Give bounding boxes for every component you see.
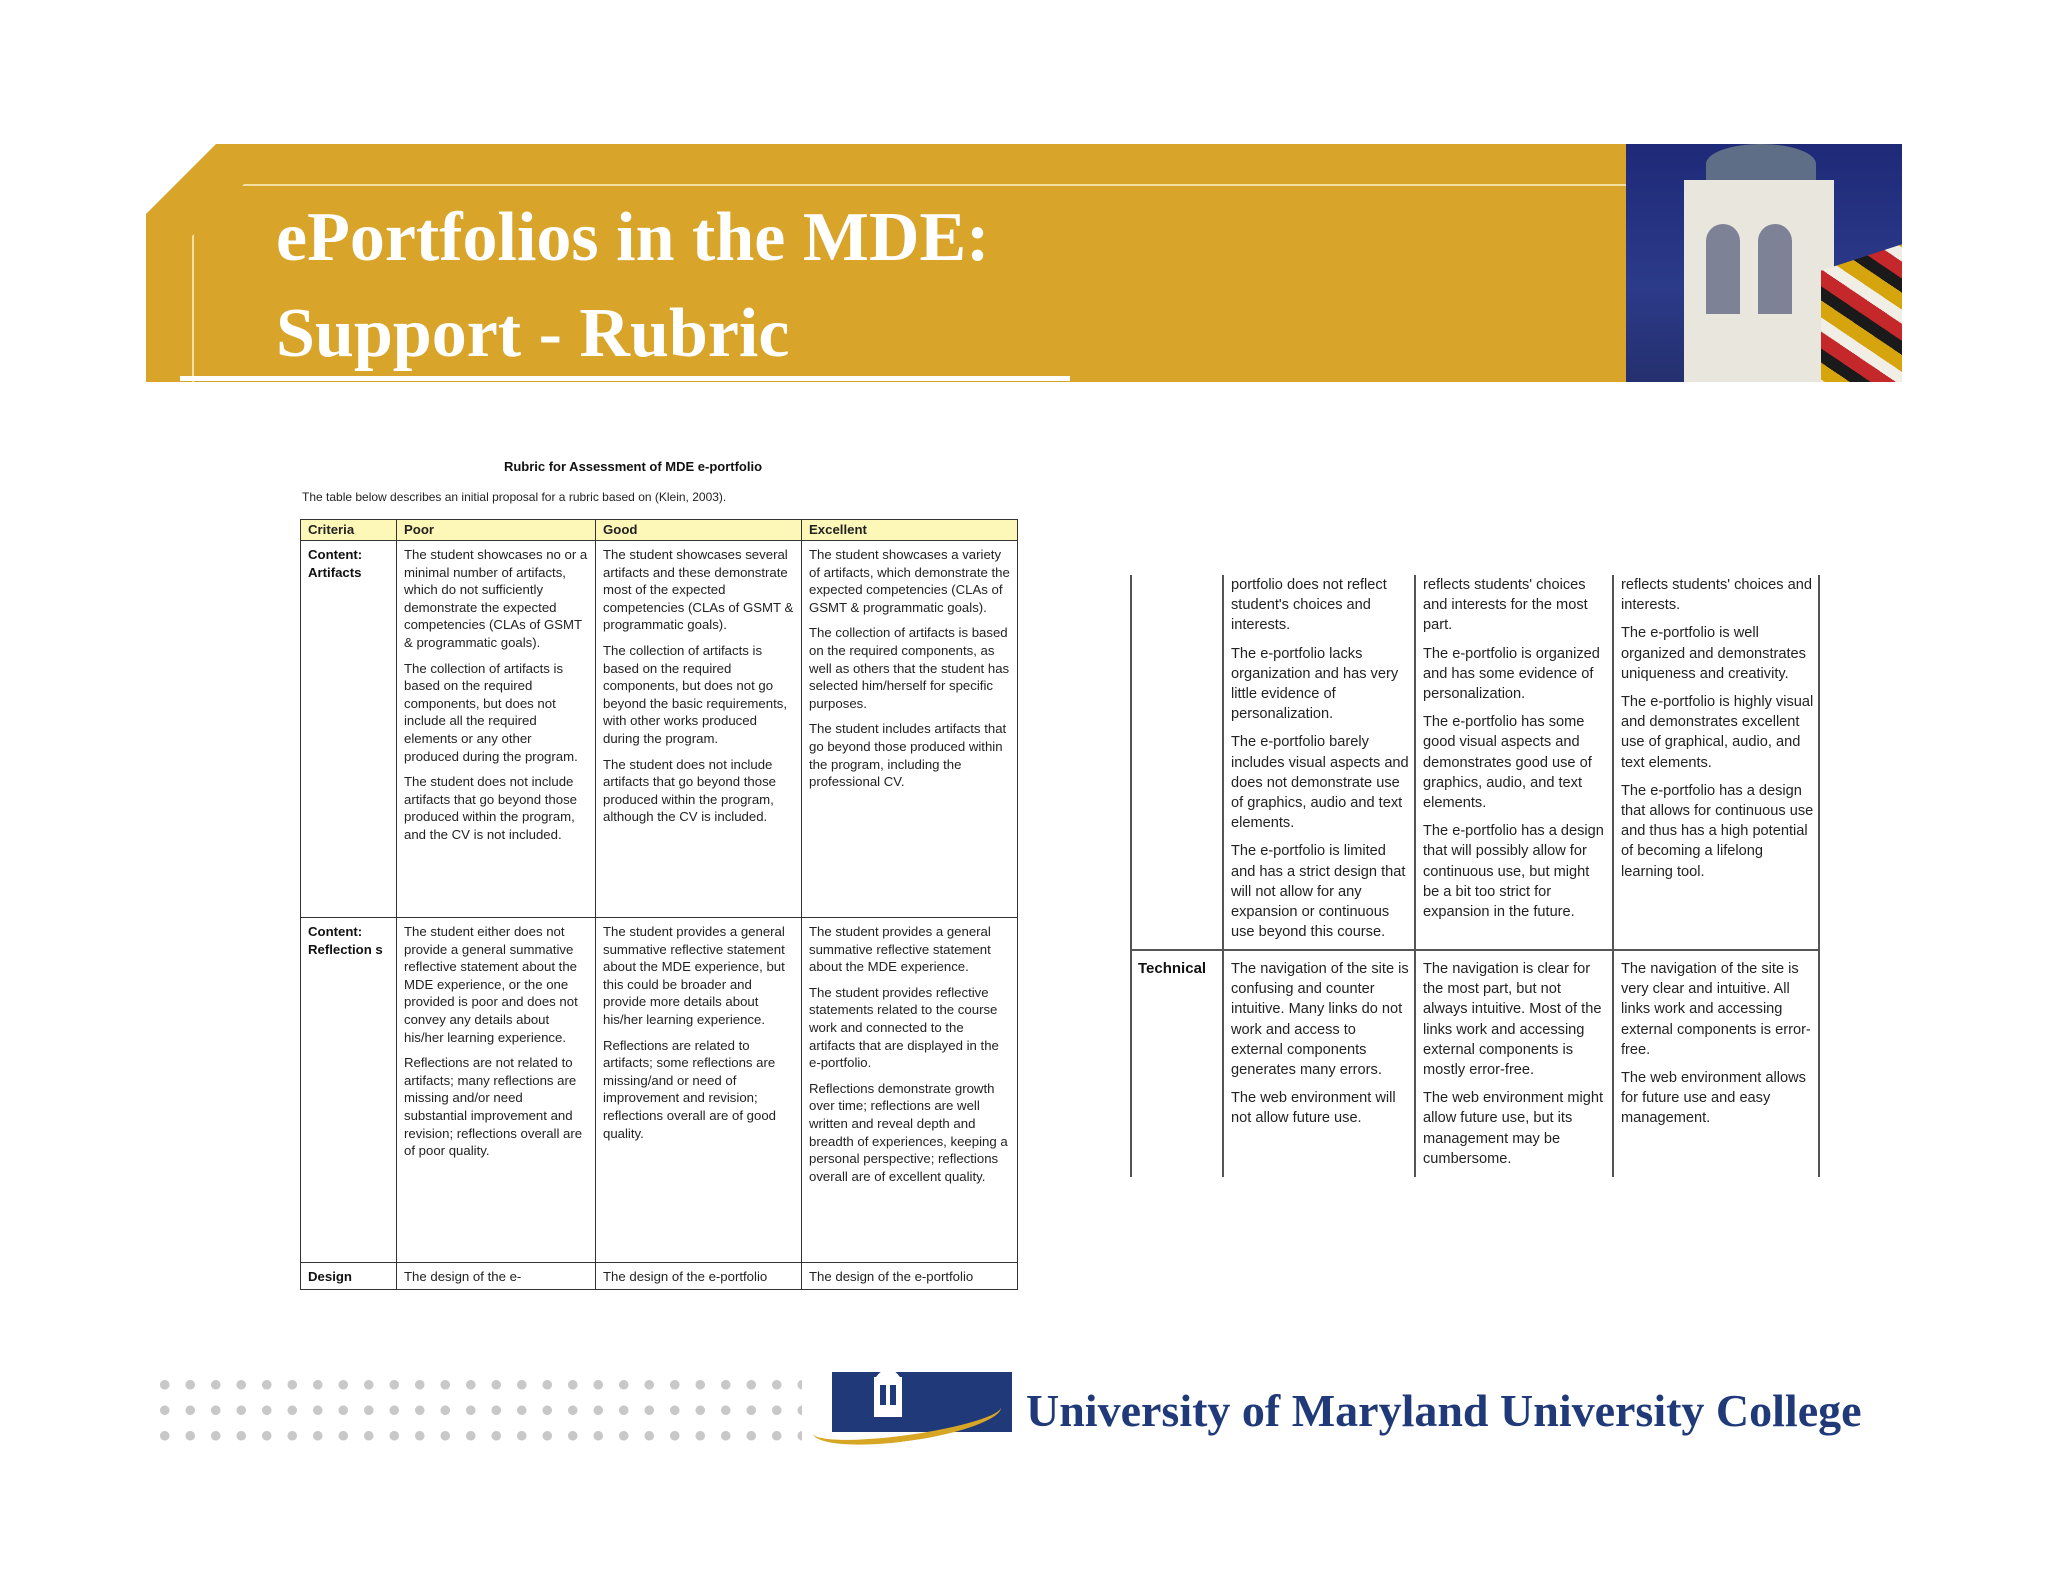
- cell-paragraph: The e-portfolio has a design that will possibly allow for continuous use, but might be a bit too strict for expansion in the future.: [1423, 823, 1604, 921]
- header-criteria: Criteria: [301, 520, 397, 541]
- row-content-reflections: [301, 918, 1018, 1263]
- design-poor-cell: [1231, 575, 1411, 950]
- cell-paragraph: The student provides a general summative reflective statement about the MDE experience, but this could be broader and provide more details about his/her learning experience.: [603, 924, 785, 1027]
- cell-paragraph: The student showcases several artifacts and these demonstrate most of the expected competencies (CLAs of GSMT & programmatic goals).: [603, 547, 794, 633]
- poor-cell: [397, 918, 596, 1263]
- slide-title: [276, 190, 989, 382]
- slide-title-line2: Support - Rubric: [276, 295, 790, 372]
- poor-cell: [397, 1263, 596, 1290]
- cell-paragraph: The e-portfolio is limited and has a strict design that will not allow for any expansion or continuous use beyond this course.: [1231, 843, 1406, 941]
- cell-paragraph: The e-portfolio is well organized and demonstrates uniqueness and creativity.: [1621, 625, 1806, 682]
- design-good-cell: [1423, 575, 1609, 930]
- cupola-window-left: [1706, 224, 1740, 314]
- technical-poor-cell: [1231, 959, 1411, 1137]
- cell-paragraph: The student includes artifacts that go beyond those produced within the program, including the professional CV.: [809, 721, 1007, 790]
- table-border: [1818, 575, 1820, 1177]
- table-border: [1414, 575, 1416, 1177]
- excellent-cell: [802, 1263, 1018, 1290]
- slide-title-line1: ePortfolios in the MDE:: [276, 199, 990, 276]
- cell-paragraph: The web environment might allow future use, but its management may be cumbersome.: [1423, 1090, 1604, 1167]
- cell-paragraph: The e-portfolio is highly visual and demonstrates excellent use of graphical, audio, and text elements.: [1621, 694, 1814, 771]
- title-underline: [180, 376, 1070, 381]
- rubric-title: Rubric for Assessment of MDE e-portfolio: [503, 459, 763, 474]
- cell-paragraph: The navigation of the site is very clear and intuitive. All links work and accessing external components is error-free.: [1621, 961, 1811, 1058]
- cell-paragraph: The student showcases a variety of artifacts, which demonstrate the expected competencies (CLAs of GSMT & programmatic goals).: [809, 547, 1010, 615]
- cell-paragraph: The design of the e-portfolio: [603, 1269, 768, 1284]
- technical-excellent-cell: [1621, 959, 1815, 1137]
- criteria-cell: Design: [301, 1263, 397, 1290]
- cell-paragraph: The design of the e-: [404, 1269, 522, 1284]
- cell-paragraph: reflects students' choices and interests.: [1621, 577, 1812, 614]
- header-excellent: Excellent: [802, 520, 1018, 541]
- cell-paragraph: The collection of artifacts is based on the required components, as well as others that the student has selected him/herself for specific purposes.: [809, 625, 1010, 711]
- cell-paragraph: The e-portfolio lacks organization and has very little evidence of personalization.: [1231, 645, 1399, 723]
- excellent-cell: [802, 541, 1018, 918]
- cell-paragraph: The navigation is clear for the most part, but not always intuitive. Most of the links work and accessing external components is mostly error-free.: [1423, 961, 1602, 1079]
- cell-paragraph: The navigation of the site is confusing and counter intuitive. Many links do not work and access to external components generates many errors.: [1231, 961, 1409, 1079]
- design-excellent-cell: [1621, 575, 1815, 890]
- cell-paragraph: The web environment allows for future use and easy management.: [1621, 1070, 1806, 1127]
- criteria-cell: Content: Reflection s: [301, 918, 397, 1263]
- cell-paragraph: The web environment will not allow future use.: [1231, 1090, 1396, 1127]
- cell-paragraph: portfolio does not reflect student's choices and interests.: [1231, 577, 1387, 634]
- cell-paragraph: reflects students' choices and interests for the most part.: [1423, 577, 1588, 634]
- cell-paragraph: The student showcases no or a minimal number of artifacts, which do not sufficiently demonstrate the expected competencies (CLAs of GSMT & programmatic goals).: [404, 547, 588, 650]
- table-border: [1612, 575, 1614, 1177]
- rubric-intro: The table below describes an initial proposal for a rubric based on (Klein, 2003).: [302, 490, 727, 504]
- cell-paragraph: The e-portfolio barely includes visual aspects and does not demonstrate use of graphics, audio and text elements.: [1231, 734, 1409, 832]
- cell-paragraph: The collection of artifacts is based on the required components, but does not go beyond the basic requirements, with other works produced during the program.: [603, 642, 788, 746]
- cell-paragraph: The e-portfolio has some good visual aspects and demonstrates good use of graphics, audio, and text elements.: [1423, 714, 1592, 812]
- umuc-logo: [812, 1355, 1012, 1445]
- technical-good-cell: [1423, 959, 1609, 1177]
- row-design: [301, 1263, 1018, 1290]
- cell-paragraph: The student does not include artifacts that go beyond those produced within the program, although the CV is included.: [603, 756, 777, 825]
- header-good: Good: [596, 520, 802, 541]
- good-cell: [596, 541, 802, 918]
- table-border: [1222, 575, 1224, 1177]
- criteria-technical: Technical: [1138, 960, 1207, 977]
- cell-paragraph: The design of the e-portfolio: [809, 1269, 974, 1284]
- cell-paragraph: Reflections are not related to artifacts; many reflections are missing and/or need substantial improvement and revision; reflections overall are of poor quality.: [404, 1055, 583, 1159]
- cell-paragraph: The student provides a general summative reflective statement about the MDE experience.: [809, 924, 991, 975]
- decorative-dot-grid: [152, 1372, 802, 1452]
- header-poor: Poor: [397, 520, 596, 541]
- row-content-artifacts: [301, 541, 1018, 918]
- cell-paragraph: The e-portfolio has a design that allows for continuous use and thus has a high potential of becoming a lifelong learning tool.: [1621, 782, 1814, 880]
- cupola-dome-shape: [1706, 144, 1816, 184]
- cell-paragraph: The student either does not provide a general summative reflective statement about the MDE experience, or the one provided is poor and does not convey any details about his/her learning experience.: [404, 924, 578, 1045]
- rubric-header-row: [301, 520, 1018, 541]
- good-cell: [596, 1263, 802, 1290]
- table-border: [1130, 575, 1132, 1177]
- university-name: University of Maryland University College: [1026, 1385, 1862, 1436]
- cell-paragraph: The student provides reflective statements related to the course work and connected to the artifacts that are displayed in the e-portfolio.: [809, 984, 999, 1071]
- cell-paragraph: The student does not include artifacts that go beyond those produced within the program, and the CV is not included.: [404, 774, 578, 842]
- cell-paragraph: Reflections are related to artifacts; some reflections are missing/and or need of improvement and revision; reflections overall are of good quality.: [603, 1037, 777, 1141]
- rubric-document-page2: [1130, 575, 1820, 1177]
- cell-paragraph: Reflections demonstrate growth over time; reflections are well written and reveal depth and breadth of experiences, keeping a personal perspective; reflections overall are of excellent quality.: [809, 1080, 1008, 1184]
- cell-paragraph: The e-portfolio is organized and has some evidence of personalization.: [1423, 645, 1600, 703]
- excellent-cell: [802, 918, 1018, 1263]
- criteria-cell: Content: Artifacts: [301, 541, 397, 918]
- cupola-photo: [1626, 144, 1902, 382]
- good-cell: [596, 918, 802, 1263]
- cell-paragraph: The collection of artifacts is based on the required components, but does not include all the required elements or any other produced during the program.: [404, 660, 578, 764]
- poor-cell: [397, 541, 596, 918]
- rubric-table: [300, 519, 1018, 1290]
- cupola-window-right: [1758, 224, 1792, 314]
